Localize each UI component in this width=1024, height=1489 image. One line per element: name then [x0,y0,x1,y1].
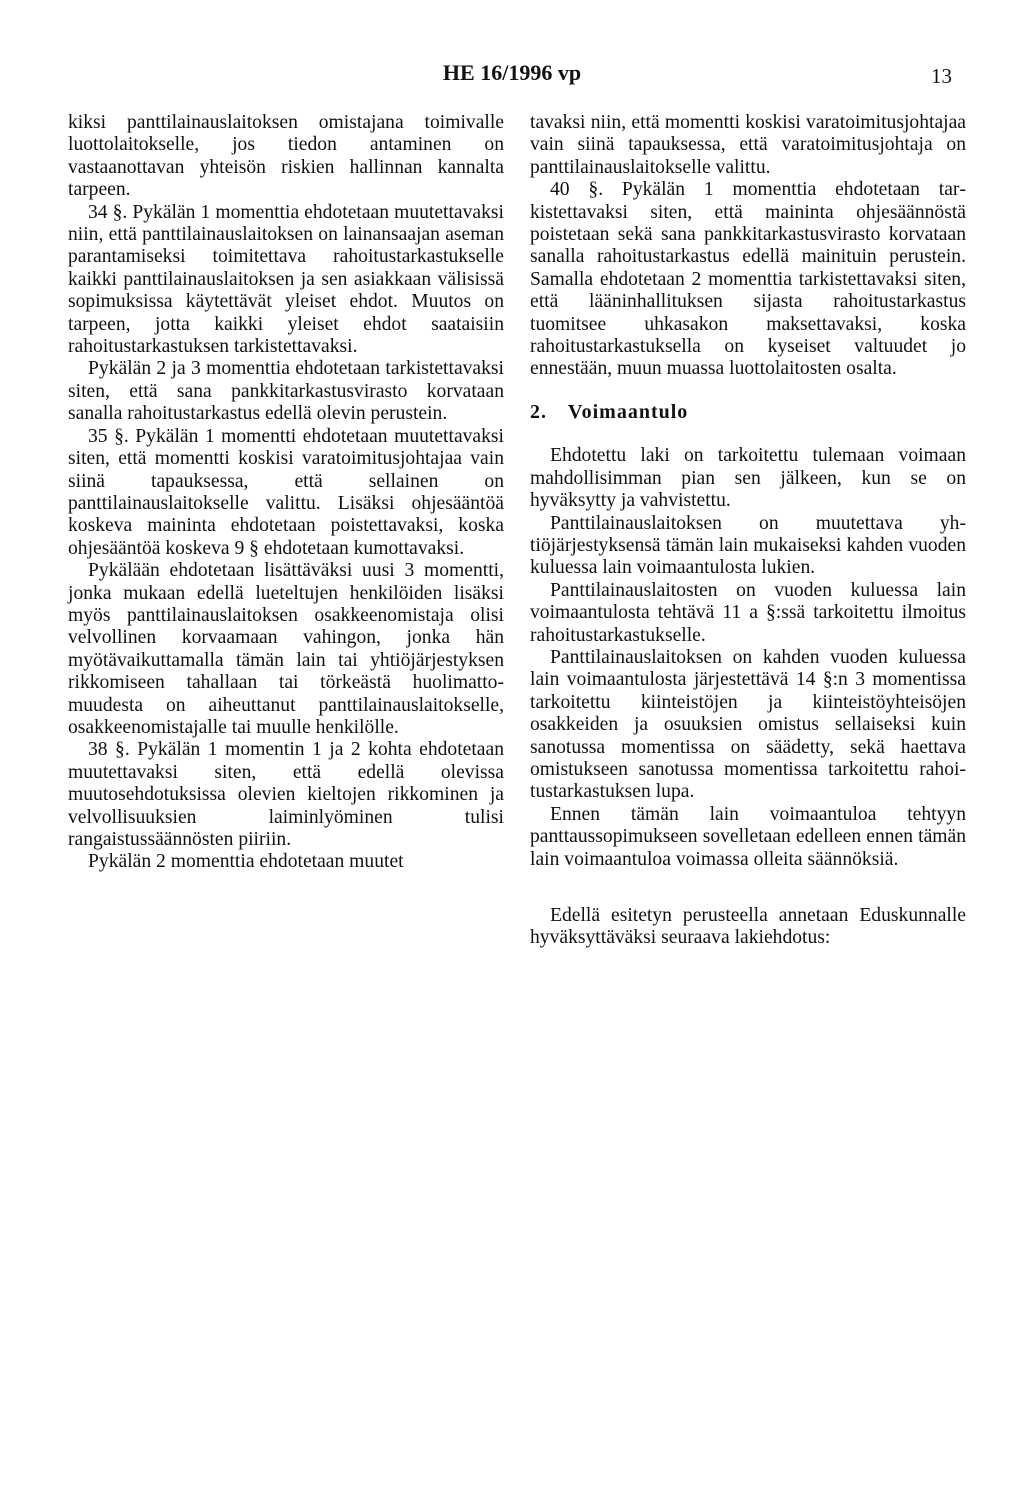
paragraph: Panttilainauslaitosten on vuoden kuluessa lain voimaantulosta tehtävä 11 a §:ssä tarkoitettu ilmoitus rahoitustarkastukselle. [530,579,966,646]
section-number: 2. [530,400,547,423]
paragraph: 34 §. Pykälän 1 momenttia ehdotetaan muutettavaksi niin, että panttilainauslaitoksen on lainansaajan aseman parantamiseksi toimitettava rahoitustarkastukselle kaikki panttilainauslaitoksen ja sen asiakkaan välisissä sopimuksissa käytettävät yleiset ehdot. Muutos on tarpeen, jotta kaikki yleiset ehdot saataisiin rahoitustarkastuksen tarkistettavaksi. [68,201,504,358]
paragraph: Panttilainauslaitoksen on muutettava yhtiöjärjestyksensä tämän lain mukaiseksi kahden vuoden kuluessa lain voimaantulosta lukien. [530,512,966,579]
paragraph: Panttilainauslaitoksen on kahden vuoden kuluessa lain voimaantulosta järjestettävä 14 §:n 3 momentissa tarkoitettu kiinteistöjen ja kiinteistöyhteisöjen osakkeiden ja osuuksien omistus sellaiseksi kuin sanotussa momentissa on säädetty, sekä haettava omistukseen sanotussa momentissa tarkoitettu rahoitustarkastuksen lupa. [530,646,966,803]
page-number: 13 [931,64,952,88]
paragraph: Pykälän 2 ja 3 momenttia ehdotetaan tarkistettavaksi siten, että sana pankkitarkastusvirasto korvataan sanalla rahoitustarkastus edellä olevin perustein. [68,358,504,425]
paragraph: 35 §. Pykälän 1 momentti ehdotetaan muutettavaksi siten, että momentti koskisi varatoimitusjohtajaa vain siinä tapauksessa, että sellainen on panttilainauslaitokselle valittu. Lisäksi ohjesääntöä koskeva maininta ehdotetaan poistettavaksi, koska ohjesääntöä koskeva 9 § ehdotetaan kumottavaksi. [68,425,504,559]
paragraph: Ehdotettu laki on tarkoitettu tulemaan voimaan mahdollisimman pian sen jälkeen, kun se on hyväksytty ja vahvistettu. [530,445,966,512]
section-title: Voimaantulo [568,400,689,423]
paragraph: 38 §. Pykälän 1 momentin 1 ja 2 kohta ehdotetaan muutettavaksi siten, että edellä olevissa muutosehdotuksissa olevien kieltojen rikkominen ja velvollisuuksien laiminlyöminen tulisi rangaistussäännösten piiriin. [68,739,504,850]
closing-paragraph: Edellä esitetyn perusteella annetaan Eduskunnalle hyväksyttäväksi seuraava lakiehdotus: [530,905,966,949]
left-column [68,112,504,874]
paragraph: kiksi panttilainauslaitoksen omistajana toimivalle luottolaitokselle, jos tiedon antaminen on vastaanottavan yhteisön riskien hallinnan kannalta tarpeen. [68,112,504,201]
paragraph: Pykälän 2 momenttia ehdotetaan muutet [88,851,404,873]
paragraph: tavaksi niin, että momentti koskisi varatoimitusjohtajaa vain siinä tapauksessa, että varatoimitusjohtaja on panttilainauslaitokselle valittu. [530,112,966,178]
section-heading [530,401,966,423]
paragraph: 40 §. Pykälän 1 momenttia ehdotetaan tarkistettavaksi siten, että maininta ohjesäännöstä poistetaan sekä sana pankkitarkastusvirasto korvataan sanalla rahoitustarkastus edellä mainituin perustein. Samalla ehdotetaan 2 momenttia tarkistettavaksi siten, että lääninhallituksen sijasta rahoitustarkastus tuomitsee uhkasakon maksettavaksi, koska rahoitustarkastuksella on kyseiset valtuudet jo ennestään, muun muassa luottolaitosten osalta. [530,179,966,380]
right-column [530,112,966,950]
paragraph: Pykälään ehdotetaan lisättäväksi uusi 3 momentti, jonka mukaan edellä lueteltujen henkilöiden lisäksi myös panttilainauslaitoksen osakkeenomistaja olisi velvollinen korvaamaan vahingon, jonka hän myötävaikuttamalla tämän lain tai yhtiöjärjestyksen rikkomiseen tahallaan tai törkeästä huolimattomuudesta on aiheuttanut panttilainauslaitokselle, osakkeenomistajalle tai muulle henkilölle. [68,560,504,738]
paragraph: Ennen tämän lain voimaantuloa tehtyyn panttaussopimukseen sovelletaan edelleen ennen tämän lain voimaantuloa voimassa olleita säännöksiä. [530,803,966,870]
page-header-title: HE 16/1996 vp [442,60,582,85]
